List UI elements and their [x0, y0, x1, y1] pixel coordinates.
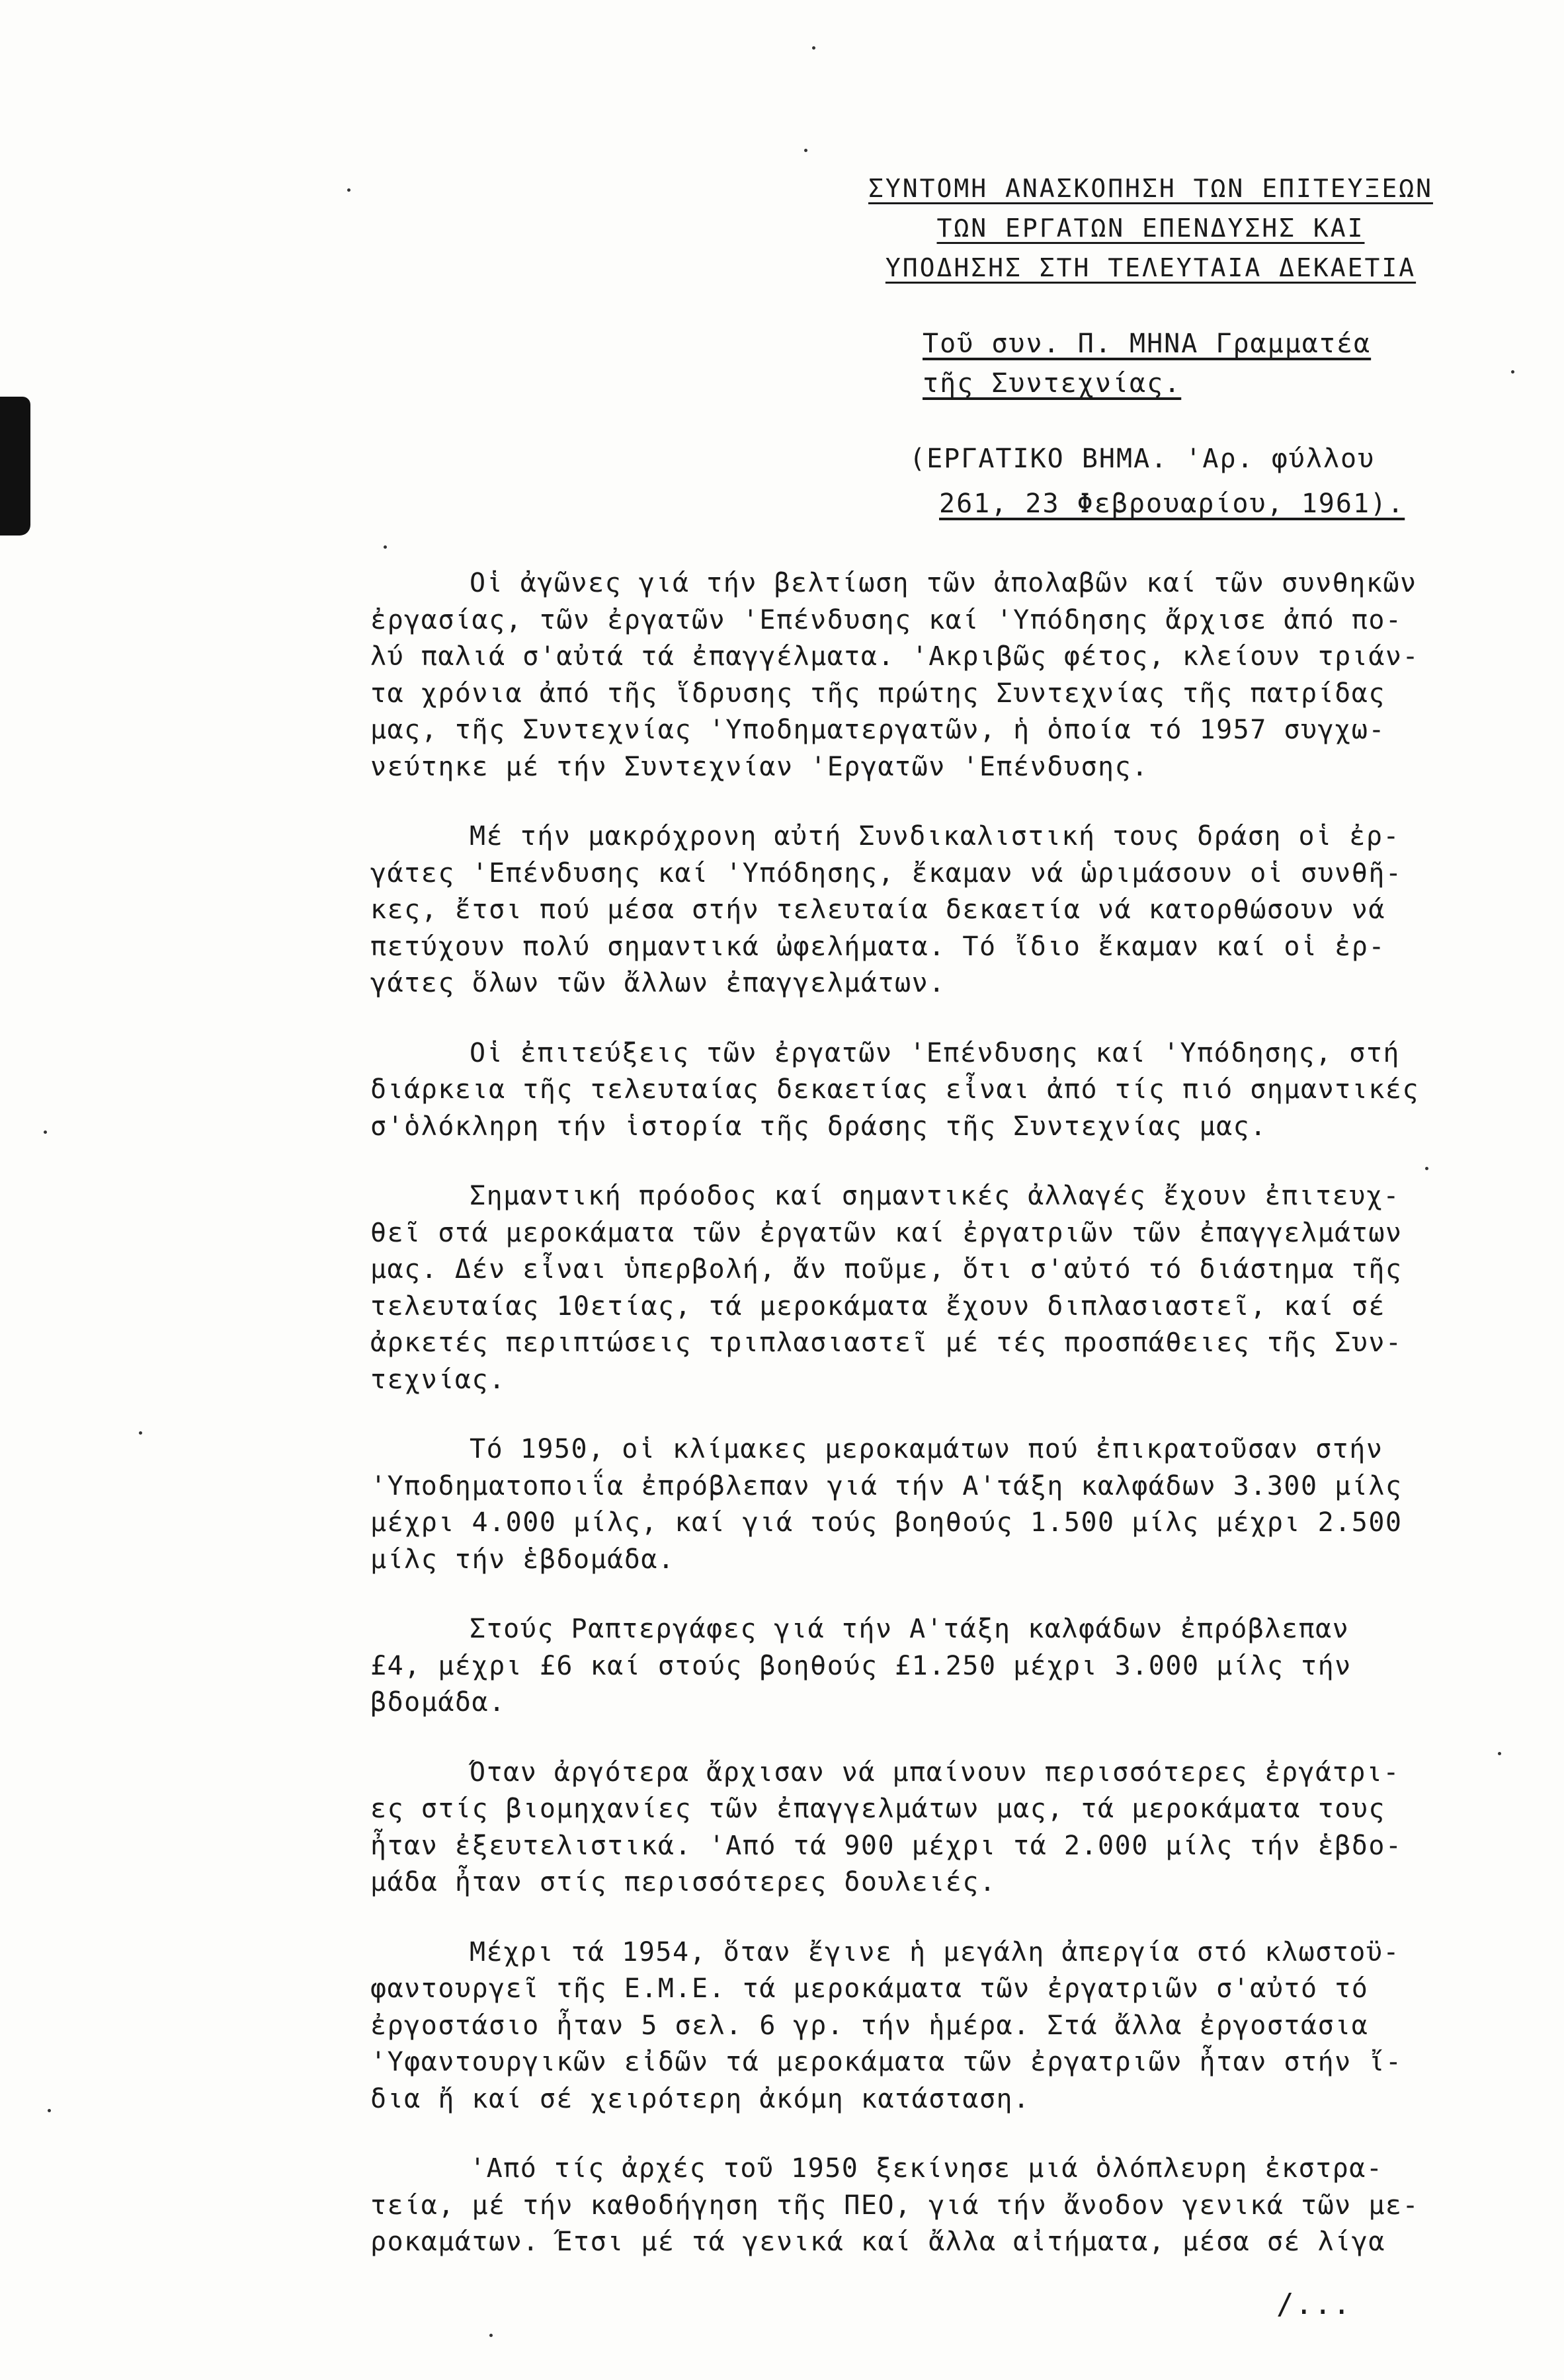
paragraph-line: δια ἤ καί σέ χειρότερη ἀκόμη κατάσταση.	[370, 2083, 1030, 2114]
paragraph	[370, 2151, 1455, 2261]
paragraph-line: ες στίς βιομηχανίες τῶν ἐπαγγελμάτων μας, τά μεροκάματα τους	[370, 1794, 1385, 1824]
paragraph-line: μας, τῆς Συντεχνίας 'Υποδηματεργατῶν, ἡ ὁποία τό 1957 συγχω-	[370, 715, 1385, 745]
paragraph-line: σ'ὁλόκληρη τήν ἱστορία τῆς δράσης τῆς Συντεχνίας μας.	[370, 1111, 1267, 1142]
paragraph-line: Στούς Ραπτεργάφες γιά τήν Α'τάξη καλφάδων ἐπρόβλεπαν	[470, 1614, 1350, 1644]
paragraph-line: ροκαμάτων. Έτσι μέ τά γενικά καί ἄλλα αἰτήματα, μέσα σέ λίγα	[370, 2227, 1385, 2257]
paragraph	[370, 1035, 1455, 1146]
source-line-1: (ΕΡΓΑΤΙΚΟ ΒΗΜΑ. 'Αρ. φύλλου	[909, 444, 1376, 474]
scan-binding-shadow	[0, 397, 30, 536]
paragraph	[370, 565, 1455, 785]
paragraph-line: Μέχρι τά 1954, ὅταν ἔγινε ἡ μεγάλη ἀπεργία στό κλωστοϋ-	[470, 1936, 1401, 1967]
paragraph-line: Οἱ ἀγῶνες γιά τήν βελτίωση τῶν ἀπολαβῶν καί τῶν συνθηκῶν	[470, 568, 1417, 598]
paragraph-line: κες, ἔτσι πού μέσα στήν τελευταία δεκαετία νά κατορθώσουν νά	[370, 894, 1385, 925]
title-line-3: ΥΠΟΔΗΣΗΣ ΣΤΗ ΤΕΛΕΥΤΑΙΑ ΔΕΚΑΕΤΙΑ	[885, 253, 1417, 282]
paragraph	[370, 1755, 1455, 1901]
paragraph-line: τελευταίας 10ετίας, τά μεροκάματα ἔχουν διπλασιαστεῖ, καί σέ	[370, 1290, 1385, 1322]
paragraph-line: ἐργοστάσιο ἦταν 5 σελ. 6 γρ. τήν ἡμέρα. Στά ἄλλα ἐργοστάσια	[370, 2010, 1369, 2041]
paragraph-line: φαντουργεῖ τῆς Ε.Μ.Ε. τά μεροκάματα τῶν ἐργατριῶν σ'αὐτό τό	[370, 1973, 1369, 2004]
paragraph-line: £4, μέχρι £6 καί στούς βοηθούς £1.250 μέχρι 3.000 μίλς τήν	[370, 1650, 1352, 1681]
paragraph-line: Σημαντική πρόοδος καί σημαντικές ἀλλαγές ἔχουν ἐπιτευχ-	[470, 1181, 1401, 1211]
paragraph-line: τα χρόνια ἀπό τῆς ἵδρυσης τῆς πρώτης Συντεχνίας τῆς πατρίδας	[370, 678, 1385, 709]
paragraph-line: Μέ τήν μακρόχρονη αὐτή Συνδικαλιστική τους δράση οἱ ἐρ-	[470, 821, 1401, 852]
paragraph-line: διάρκεια τῆς τελευταίας δεκαετίας εἶναι ἀπό τίς πιό σημαντικές	[370, 1074, 1420, 1105]
paragraph-line: βδομάδα.	[370, 1687, 506, 1718]
paragraph-line: Τό 1950, οἱ κλίμακες μεροκαμάτων πού ἐπικρατοῦσαν στήν	[470, 1434, 1383, 1464]
paragraph-line: Όταν ἀργότερα ἄρχισαν νά μπαίνουν περισσότερες ἐργάτρι-	[470, 1757, 1401, 1788]
document-title	[853, 169, 1448, 288]
paragraph-line: τεχνίας.	[370, 1364, 506, 1395]
paragraph-line: γάτες 'Επένδυσης καί 'Υπόδησης, ἔκαμαν νά ὡριμάσουν οἱ συνθῆ-	[370, 857, 1403, 889]
paragraph-line: ἀρκετές περιπτώσεις τριπλασιαστεῖ μέ τές προσπάθειες τῆς Συν-	[370, 1328, 1403, 1358]
paragraph-line: μίλς τήν ἑβδομάδα.	[370, 1544, 675, 1575]
paragraph	[370, 818, 1455, 1002]
paragraph	[370, 1611, 1455, 1722]
title-line-1: ΣΥΝΤΟΜΗ ΑΝΑΣΚΟΠΗΣΗ ΤΩΝ ΕΠΙΤΕΥΞΕΩΝ	[868, 174, 1433, 203]
paragraph-line: μας. Δέν εἶναι ὑπερβολή, ἄν ποῦμε, ὅτι σ'αὐτό τό διάστημα τῆς	[370, 1254, 1403, 1285]
author-line-1: Τοῦ συν. Π. ΜΗΝΑ Γραμματέα	[923, 329, 1372, 359]
author-credit	[923, 324, 1452, 403]
paragraph-line: 'Υποδηματοποιΐα ἐπρόβλεπαν γιά τήν Α'τάξη καλφάδων 3.300 μίλς	[370, 1470, 1403, 1501]
source-line-2: 261, 23 Φεβρουαρίου, 1961).	[939, 489, 1405, 519]
paragraph	[370, 1431, 1455, 1578]
paragraph-line: τεία, μέ τήν καθοδήγηση τῆς ΠΕΟ, γιά τήν ἄνοδον γενικά τῶν με-	[370, 2190, 1420, 2221]
paragraph-line: λύ παλιά σ'αὐτά τά ἐπαγγέλματα. 'Ακριβῶς φέτος, κλείουν τριάν-	[370, 641, 1420, 672]
paragraph-line: μάδα ἦταν στίς περισσότερες δουλειές.	[370, 1867, 997, 1897]
paragraph-line: ἐργασίας, τῶν ἐργατῶν 'Επένδυσης καί 'Υπόδησης ἄρχισε ἀπό πο-	[370, 604, 1403, 635]
body-text	[370, 565, 1455, 2294]
paragraph-line: Οἱ ἐπιτεύξεις τῶν ἐργατῶν 'Επένδυσης καί 'Υπόδησης, στή	[470, 1037, 1401, 1068]
paragraph-line: 'Υφαντουργικῶν εἰδῶν τά μεροκάματα τῶν ἐργατριῶν ἦταν στήν ἴ-	[370, 2047, 1403, 2077]
paragraph-line: πετύχουν πολύ σημαντικά ὠφελήματα. Τό ἴδιο ἔκαμαν καί οἱ ἐρ-	[370, 931, 1385, 962]
paragraph-line: θεῖ στά μεροκάματα τῶν ἐργατῶν καί ἐργατριῶν τῶν ἐπαγγελμάτων	[370, 1217, 1403, 1248]
author-line-2: τῆς Συντεχνίας.	[923, 368, 1182, 399]
paragraph-line: ἦταν ἐξευτελιστικά. 'Από τά 900 μέχρι τά 2.000 μίλς τήν ἑβδο-	[370, 1830, 1403, 1861]
paragraph-line: μέχρι 4.000 μίλς, καί γιά τούς βοηθούς 1.500 μίλς μέχρι 2.500	[370, 1507, 1403, 1538]
continuation-mark: /...	[1276, 2287, 1352, 2321]
paragraph-line: γάτες ὅλων τῶν ἄλλων ἐπαγγελμάτων.	[370, 968, 946, 998]
source-citation	[909, 436, 1465, 526]
title-line-2: ΤΩΝ ΕΡΓΑΤΩΝ ΕΠΕΝΔΥΣΗΣ ΚΑΙ	[936, 214, 1365, 243]
paragraph	[370, 1934, 1455, 2118]
paragraph-line: 'Από τίς ἀρχές τοῦ 1950 ξεκίνησε μιά ὁλόπλευρη ἐκστρα-	[470, 2153, 1383, 2184]
paragraph	[370, 1178, 1455, 1398]
paragraph-line: νεύτηκε μέ τήν Συντεχνίαν 'Εργατῶν 'Επένδυσης.	[370, 751, 1149, 782]
